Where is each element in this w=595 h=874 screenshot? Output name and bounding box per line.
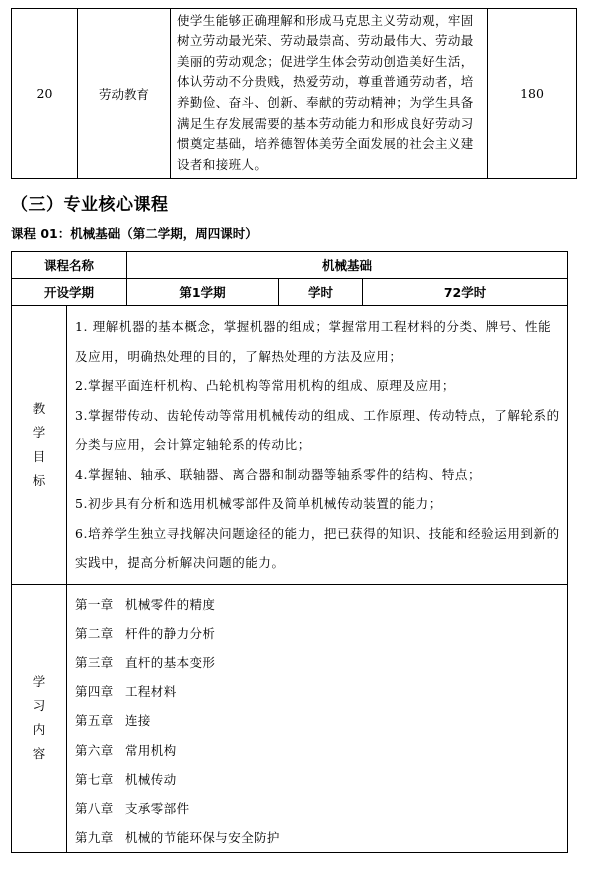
course-hours: 180: [488, 9, 577, 179]
list-item: 第六章 常用机构: [75, 742, 177, 758]
hours-label: 学时: [279, 279, 363, 306]
course-detail-table: [11, 251, 568, 853]
list-item: 第二章 杆件的静力分析: [75, 625, 216, 641]
goal-item: 3.掌握带传动、齿轮传动等常用机械传动的组成、工作原理、传动特点，了解轮系的分类与应用，会计算定轴轮系的传动比；: [75, 407, 560, 452]
course-name-label: 课程名称: [12, 252, 127, 279]
list-item: 第一章 机械零件的精度: [75, 596, 216, 612]
goal-item: 2.掌握平面连杆机构、凸轮机构等常用机构的组成、原理及应用；: [75, 378, 455, 393]
list-item: 第四章 工程材料: [75, 684, 177, 700]
list-item: 第五章 连接: [75, 713, 151, 729]
term-label: 开设学期: [12, 279, 127, 306]
list-item: 第三章 直杆的基本变形: [75, 654, 216, 670]
chapter-list: [67, 584, 568, 853]
list-item: 第九章 机械的节能环保与安全防护: [75, 830, 280, 846]
goals-content: [67, 306, 568, 585]
content-label: 学 习 内 容: [12, 584, 67, 853]
list-item: 第八章 支承零部件: [75, 800, 190, 816]
goals-row: [12, 306, 568, 585]
table-row: [12, 9, 577, 179]
goals-label: 教 学 目 标: [12, 306, 67, 585]
course-number: 20: [12, 9, 78, 179]
term-value: 第1学期: [127, 279, 279, 306]
course-name-value: 机械基础: [127, 252, 568, 279]
course-name-row: [12, 252, 568, 279]
course-list-table: [11, 8, 577, 179]
goal-item: 6.培养学生独立寻找解决问题途径的能力，把已获得的知识、技能和经验运用到新的实践中，提高分析解决问题的能力。: [75, 525, 560, 570]
course-name: 劳动教育: [78, 9, 171, 179]
hours-value: 72学时: [363, 279, 568, 306]
goal-item: 1. 理解机器的基本概念，掌握机器的组成；掌握常用工程材料的分类、牌号、性能及应用，明确热处理的目的，了解热处理的方法及应用；: [75, 319, 552, 364]
goal-item: 4.掌握轴、轴承、联轴器、离合器和制动器等轴系零件的结构、特点；: [75, 466, 482, 482]
list-item: 第七章 机械传动: [75, 771, 177, 787]
course-term-row: [12, 279, 568, 306]
course-description: 使学生能够正确理解和形成马克思主义劳动观，牢固树立劳动最光荣、劳动最崇高、劳动最伟大、劳动最美丽的劳动观念；促进学生体会劳动创造美好生活，体认劳动不分贵贱，热爱劳动，尊重普通劳动者，培养勤俭、奋斗、创新、奉献的劳动精神；为学生具备满足生存发展需要的基本劳动能力和形成良好劳动习惯奠定基础，培养德智体美劳全面发展的社会主义建设者和接班人。: [171, 9, 488, 179]
course-title: 课程 01：机械基础（第二学期，周四课时）: [11, 226, 258, 241]
section-heading: （三）专业核心课程: [11, 195, 169, 215]
content-row: [12, 584, 568, 853]
goal-item: 5.初步具有分析和选用机械零部件及简单机械传动装置的能力；: [75, 496, 442, 511]
